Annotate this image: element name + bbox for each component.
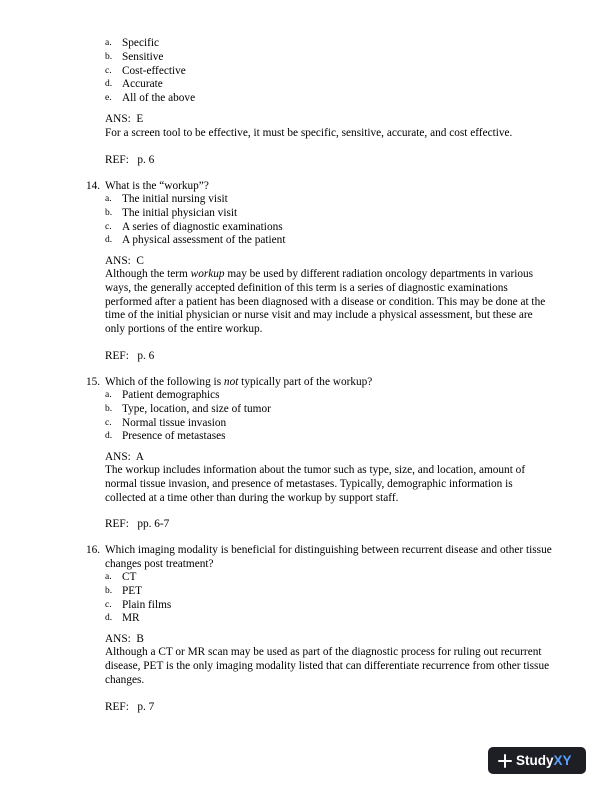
option-text: Plain films: [122, 598, 172, 611]
q14-options: [105, 193, 565, 248]
option-row: [105, 207, 565, 221]
explanation-text: Although the term: [105, 268, 191, 280]
option-row: [105, 417, 565, 431]
q15-question: [105, 376, 555, 390]
q16-answer: ANS: B: [105, 633, 144, 645]
option-letter: a.: [105, 572, 112, 582]
explanation-text: may be used by different radiation oncology departments in various ways, the generally accepted definition of this term is a series of diagnostic examinations performed after a patient has been diagnosed with a disease or condition. This may be done at the time of the initial physician or nurse visit and may include a physical assessment, but these are only portions of the entire workup.: [105, 268, 546, 336]
question-text: typically part of the workup?: [238, 376, 373, 388]
option-row: [105, 234, 565, 248]
option-letter: d.: [105, 79, 113, 90]
option-letter: d.: [105, 235, 113, 246]
option-text: Accurate: [122, 78, 163, 91]
q15-reference: REF: pp. 6-7: [105, 518, 170, 530]
badge-study-text: Study: [516, 752, 554, 768]
option-letter: b.: [105, 51, 113, 62]
option-text: Patient demographics: [122, 389, 220, 401]
option-text: Normal tissue invasion: [122, 416, 227, 429]
option-row: [105, 92, 565, 106]
option-text: Sensitive: [122, 50, 164, 63]
option-text: PET: [122, 584, 143, 597]
option-row: [105, 78, 565, 92]
studyxy-badge[interactable]: [488, 747, 586, 774]
q14-explanation: [105, 268, 555, 337]
option-text: All of the above: [122, 92, 196, 105]
q14-question: What is the “workup”?: [105, 180, 209, 192]
option-row: [105, 51, 565, 65]
q13-answer: ANS: E: [105, 113, 144, 125]
option-letter: b.: [105, 403, 113, 414]
option-row: [105, 221, 565, 235]
option-text: The initial nursing visit: [122, 193, 228, 205]
q14-reference: REF: p. 6: [105, 350, 155, 362]
option-row: [105, 193, 565, 207]
option-letter: d.: [105, 613, 113, 624]
explanation-emphasis: workup: [190, 268, 225, 280]
q15-options: [105, 389, 565, 444]
option-row: [105, 430, 565, 444]
q15-explanation: The workup includes information about the tumor such as type, size, and location, amount of normal tissue invasion, and presence of metastases. Typically, demographic information is collected at a time other than during the workup by support staff.: [105, 464, 526, 504]
option-letter: a.: [105, 390, 112, 400]
option-text: The initial physician visit: [122, 206, 238, 219]
option-text: A series of diagnostic examinations: [122, 220, 283, 233]
q16-reference: REF: p. 7: [105, 701, 155, 713]
q16-explanation: Although a CT or MR scan may be used as part of the diagnostic process for ruling out recurrent disease, PET is the only imaging modality listed that can differentiate recurrence from other tissue changes.: [105, 646, 550, 686]
q14-number: 14.: [86, 180, 101, 192]
q15-number: 15.: [86, 376, 101, 388]
option-text: Specific: [122, 37, 160, 49]
q15-answer: ANS: A: [105, 451, 144, 463]
q16-number: 16.: [86, 544, 101, 556]
question-text: Which of the following is: [105, 376, 224, 388]
option-row: [105, 585, 565, 599]
option-letter: d.: [105, 431, 113, 442]
option-letter: c.: [105, 221, 112, 232]
option-row: [105, 403, 565, 417]
option-row: [105, 37, 565, 51]
q13-explanation: For a screen tool to be effective, it must be specific, sensitive, accurate, and cost effective.: [105, 127, 513, 139]
option-letter: e.: [105, 93, 112, 104]
option-letter: a.: [105, 194, 112, 204]
q13-options: [105, 37, 565, 106]
option-row: [105, 65, 565, 79]
option-letter: a.: [105, 38, 112, 48]
q16-options: [105, 571, 565, 626]
question-emphasis: not: [223, 376, 239, 388]
option-row: [105, 599, 565, 613]
q14-answer: ANS: C: [105, 255, 144, 267]
option-row: [105, 571, 565, 585]
option-letter: c.: [105, 65, 112, 76]
option-letter: c.: [105, 417, 112, 428]
option-letter: b.: [105, 585, 113, 596]
option-letter: b.: [105, 207, 113, 218]
option-text: Type, location, and size of tumor: [122, 402, 271, 415]
option-text: CT: [122, 571, 137, 583]
option-text: A physical assessment of the patient: [122, 234, 286, 247]
option-text: Presence of metastases: [122, 430, 226, 443]
option-row: [105, 389, 565, 403]
q13-reference: REF: p. 6: [105, 154, 155, 166]
option-row: [105, 612, 565, 626]
plus-icon: [494, 754, 516, 768]
badge-xy-text: XY: [553, 752, 572, 768]
q16-question: Which imaging modality is beneficial for distinguishing between recurrent disease and other tissue changes post treatment?: [105, 544, 552, 570]
option-text: Cost-effective: [122, 64, 186, 77]
option-letter: c.: [105, 599, 112, 610]
option-text: MR: [122, 612, 140, 625]
